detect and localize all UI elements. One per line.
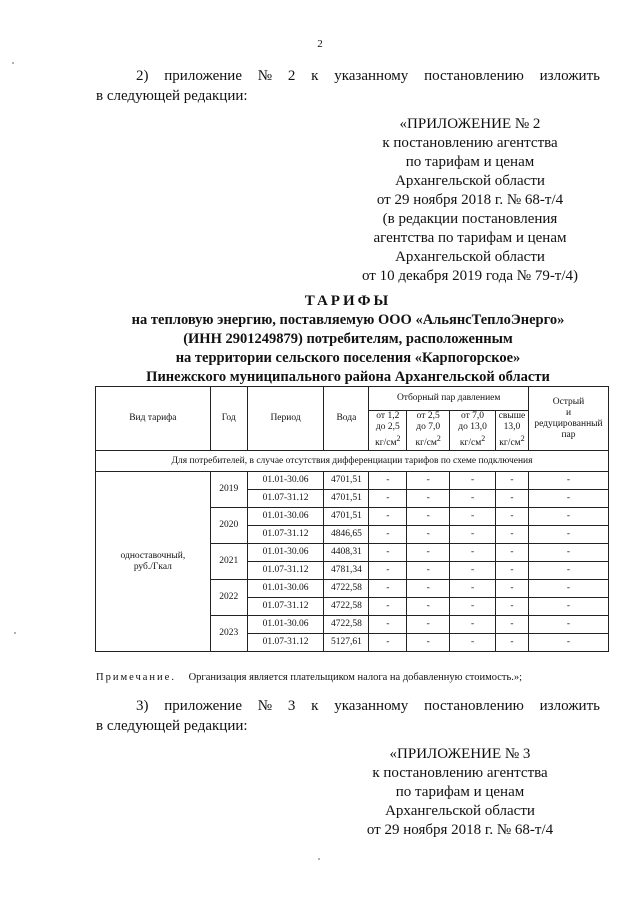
title-line: на территории сельского поселения «Карпогорское» (175, 350, 521, 366)
dash-cell: - (495, 526, 528, 544)
dash-cell: - (528, 616, 608, 634)
dash-cell: - (369, 634, 407, 652)
paragraph-3 (96, 696, 600, 736)
unit: кг/см (459, 438, 482, 449)
unit-exp: 2 (396, 434, 401, 444)
word: постановлению (424, 68, 524, 84)
unit: кг/см (499, 438, 521, 449)
dash-cell: - (495, 490, 528, 508)
year-cell: 2021 (210, 544, 247, 580)
year-cell: 2022 (210, 580, 247, 616)
word: 2 (287, 68, 296, 84)
header-line: Острый (552, 396, 585, 407)
dash-cell: - (369, 598, 407, 616)
appendix-line: от 29 ноября 2018 г. № 68-т/4 (366, 822, 554, 838)
dash-cell: - (369, 526, 407, 544)
header-line: 13,0 (503, 422, 521, 433)
period-cell: 01.01-30.06 (247, 544, 324, 562)
header-line: свыше (498, 411, 526, 422)
scan-speck (318, 858, 320, 860)
header-line: от 7,0 (461, 411, 485, 422)
scan-speck (14, 632, 16, 634)
header-line: пар (561, 429, 576, 440)
period-cell: 01.01-30.06 (247, 472, 324, 490)
water-cell: 4846,65 (324, 526, 369, 544)
word: 2) (136, 68, 149, 84)
dash-cell: - (407, 598, 450, 616)
note-text: Организация является плательщиком налога на добавленную стоимость.»; (188, 672, 523, 683)
appendix-line: (в редакции постановления (382, 211, 558, 227)
water-cell: 5127,61 (324, 634, 369, 652)
dash-cell: - (450, 616, 496, 634)
dash-cell: - (528, 508, 608, 526)
header-steam-col (495, 411, 528, 451)
dash-cell: - (369, 490, 407, 508)
dash-cell: - (528, 634, 608, 652)
header-line: до 13,0 (458, 422, 487, 433)
appendix-line: Архангельской области (385, 803, 535, 819)
dash-cell: - (450, 580, 496, 598)
header-year: Год (210, 387, 247, 451)
appendix-line: по тарифам и ценам (395, 784, 525, 800)
tariff-type-line: руб./Гкал (133, 561, 172, 572)
word: приложение (164, 68, 242, 84)
dash-cell: - (528, 526, 608, 544)
header-sharp-steam (528, 387, 608, 451)
header-tariff-type: Вид тарифа (96, 387, 211, 451)
page-number: 2 (317, 38, 323, 50)
dash-cell: - (407, 544, 450, 562)
year-cell: 2023 (210, 616, 247, 652)
appendix-line: от 29 ноября 2018 г. № 68-т/4 (376, 192, 564, 208)
table-note (96, 672, 616, 683)
dash-cell: - (407, 490, 450, 508)
unit: кг/см (415, 438, 437, 449)
dash-cell: - (450, 598, 496, 616)
water-cell: 4701,51 (324, 508, 369, 526)
word: указанному (334, 68, 409, 84)
title-line: Пинежского муниципального района Архангельской области (146, 369, 550, 385)
word: 3 (287, 698, 296, 714)
dash-cell: - (450, 562, 496, 580)
tariff-title (96, 292, 600, 387)
word: изложить (539, 68, 600, 84)
dash-cell: - (450, 490, 496, 508)
appendix-line: «ПРИЛОЖЕНИЕ № 2 (399, 116, 541, 132)
year-cell: 2020 (210, 508, 247, 544)
header-water: Вода (324, 387, 369, 451)
appendix-line: к постановлению агентства (382, 135, 558, 151)
unit-exp: 2 (481, 434, 486, 444)
unit-exp: 2 (436, 434, 441, 444)
dash-cell: - (369, 580, 407, 598)
dash-cell: - (450, 634, 496, 652)
dash-cell: - (450, 544, 496, 562)
dash-cell: - (369, 508, 407, 526)
dash-cell: - (407, 580, 450, 598)
header-line: от 2,5 (416, 411, 440, 422)
dash-cell: - (528, 544, 608, 562)
tariff-table (95, 386, 609, 652)
header-line: от 1,2 (376, 411, 400, 422)
appendix-line: Архангельской области (395, 249, 545, 265)
period-cell: 01.01-30.06 (247, 580, 324, 598)
dash-cell: - (528, 490, 608, 508)
appendix-line: от 10 декабря 2019 года № 79-т/4) (361, 268, 579, 284)
dash-cell: - (495, 616, 528, 634)
dash-cell: - (369, 472, 407, 490)
dash-cell: - (369, 544, 407, 562)
dash-cell: - (528, 598, 608, 616)
year-cell: 2019 (210, 472, 247, 508)
appendix-2-heading-block (340, 115, 600, 286)
water-cell: 4701,51 (324, 472, 369, 490)
dash-cell: - (407, 562, 450, 580)
water-cell: 4781,34 (324, 562, 369, 580)
appendix-line: агентства по тарифам и ценам (373, 230, 567, 246)
header-steam-col (450, 411, 496, 451)
word: 3) (136, 698, 149, 714)
period-cell: 01.01-30.06 (247, 616, 324, 634)
header-unit (371, 433, 404, 449)
dash-cell: - (495, 580, 528, 598)
word: № (257, 68, 273, 84)
header-unit (452, 433, 493, 449)
water-cell: 4722,58 (324, 616, 369, 634)
dash-cell: - (495, 598, 528, 616)
water-cell: 4408,31 (324, 544, 369, 562)
header-period: Период (247, 387, 324, 451)
tariff-type-cell (96, 472, 211, 652)
word: указанному (334, 698, 409, 714)
word: № (257, 698, 273, 714)
header-steam-col (369, 411, 407, 451)
dash-cell: - (528, 472, 608, 490)
dash-cell: - (495, 634, 528, 652)
dash-cell: - (450, 526, 496, 544)
paragraph-3-line-1 (96, 696, 600, 716)
header-line: и редуцированный (534, 407, 603, 429)
unit-exp: 2 (520, 434, 525, 444)
dash-cell: - (407, 472, 450, 490)
header-unit (409, 433, 447, 449)
unit: кг/см (375, 438, 397, 449)
appendix-line: Архангельской области (395, 173, 545, 189)
dash-cell: - (528, 580, 608, 598)
word: к (311, 698, 319, 714)
header-steam-col (407, 411, 450, 451)
water-cell: 4701,51 (324, 490, 369, 508)
word: постановлению (424, 698, 524, 714)
paragraph-3-line-2: в следующей редакции: (96, 718, 248, 734)
paragraph-2-line-1 (96, 66, 600, 86)
period-cell: 01.07-31.12 (247, 526, 324, 544)
dash-cell: - (495, 562, 528, 580)
dash-cell: - (407, 634, 450, 652)
dash-cell: - (407, 508, 450, 526)
dash-cell: - (495, 544, 528, 562)
dash-cell: - (369, 562, 407, 580)
dash-cell: - (495, 472, 528, 490)
header-steam-group: Отборный пар давлением (369, 387, 529, 411)
period-cell: 01.07-31.12 (247, 562, 324, 580)
paragraph-2-line-2: в следующей редакции: (96, 88, 248, 104)
period-cell: 01.07-31.12 (247, 634, 324, 652)
appendix-line: к постановлению агентства (372, 765, 548, 781)
scan-speck (12, 62, 14, 64)
appendix-line: по тарифам и ценам (405, 154, 535, 170)
word: к (311, 68, 319, 84)
word: изложить (539, 698, 600, 714)
header-line: до 2,5 (375, 422, 400, 433)
tariff-type-line: одноставочный, (120, 550, 186, 561)
dash-cell: - (495, 508, 528, 526)
header-line: до 7,0 (416, 422, 441, 433)
dash-cell: - (528, 562, 608, 580)
title-heading: ТАРИФЫ (304, 293, 392, 309)
appendix-3-heading-block (330, 745, 590, 840)
period-cell: 01.01-30.06 (247, 508, 324, 526)
title-line: (ИНН 2901249879) потребителям, расположенным (183, 331, 513, 347)
appendix-line: «ПРИЛОЖЕНИЕ № 3 (389, 746, 531, 762)
tariff-row (96, 472, 609, 490)
water-cell: 4722,58 (324, 580, 369, 598)
word: приложение (164, 698, 242, 714)
paragraph-2 (96, 66, 600, 106)
title-line: на тепловую энергию, поставляемую ООО «АльянсТеплоЭнерго» (131, 312, 565, 328)
period-cell: 01.07-31.12 (247, 598, 324, 616)
header-unit (498, 433, 526, 449)
dash-cell: - (407, 526, 450, 544)
consumer-group-row: Для потребителей, в случае отсутствия дифференциации тарифов по схеме подключения (96, 451, 609, 472)
dash-cell: - (407, 616, 450, 634)
dash-cell: - (369, 616, 407, 634)
dash-cell: - (450, 472, 496, 490)
water-cell: 4722,58 (324, 598, 369, 616)
dash-cell: - (450, 508, 496, 526)
period-cell: 01.07-31.12 (247, 490, 324, 508)
note-label: Примечание. (96, 672, 176, 683)
